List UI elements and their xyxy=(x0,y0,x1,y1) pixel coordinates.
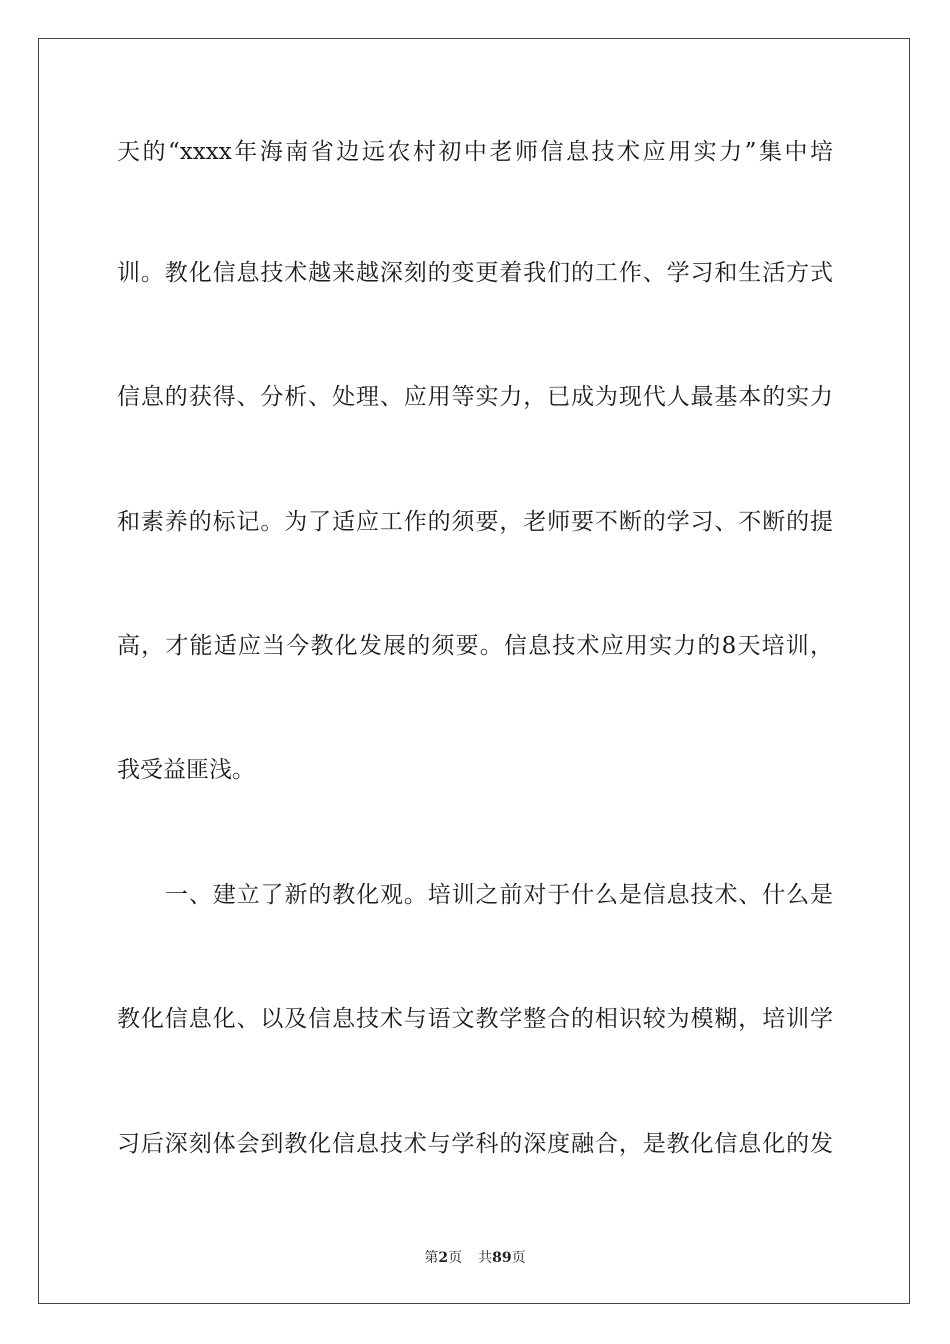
text-line: 和素养的标记。为了适应工作的须要，老师要不断的学习、不断的提 xyxy=(117,509,833,535)
paragraph-start-line: 一、建立了新的教化观。培训之前对于什么是信息技术、什么是 xyxy=(165,882,833,908)
text-line: 教化信息化、以及信息技术与语文教学整合的相识较为模糊，培训学 xyxy=(117,1006,833,1032)
page-border xyxy=(38,38,910,1304)
total-label-prefix: 共 xyxy=(478,1250,493,1266)
page-number: 2 xyxy=(438,1250,449,1266)
page-label-suffix: 页 xyxy=(448,1250,463,1266)
total-label-suffix: 页 xyxy=(511,1250,526,1266)
text-line: 高，才能适应当今教化发展的须要。信息技术应用实力的8天培训， xyxy=(117,633,833,659)
text-line: 天的“xxxx年海南省边远农村初中老师信息技术应用实力”集中培 xyxy=(117,139,833,165)
text-line: 训。教化信息技术越来越深刻的变更着我们的工作、学习和生活方式 xyxy=(117,260,833,286)
text-line: 习后深刻体会到教化信息技术与学科的深度融合，是教化信息化的发 xyxy=(117,1131,833,1157)
text-line: 信息的获得、分析、处理、应用等实力，已成为现代人最基本的实力 xyxy=(117,384,833,410)
total-pages: 89 xyxy=(492,1250,512,1266)
page-footer xyxy=(0,1247,950,1267)
text-line: 我受益匪浅。 xyxy=(117,757,255,783)
page-label-prefix: 第 xyxy=(424,1250,439,1266)
